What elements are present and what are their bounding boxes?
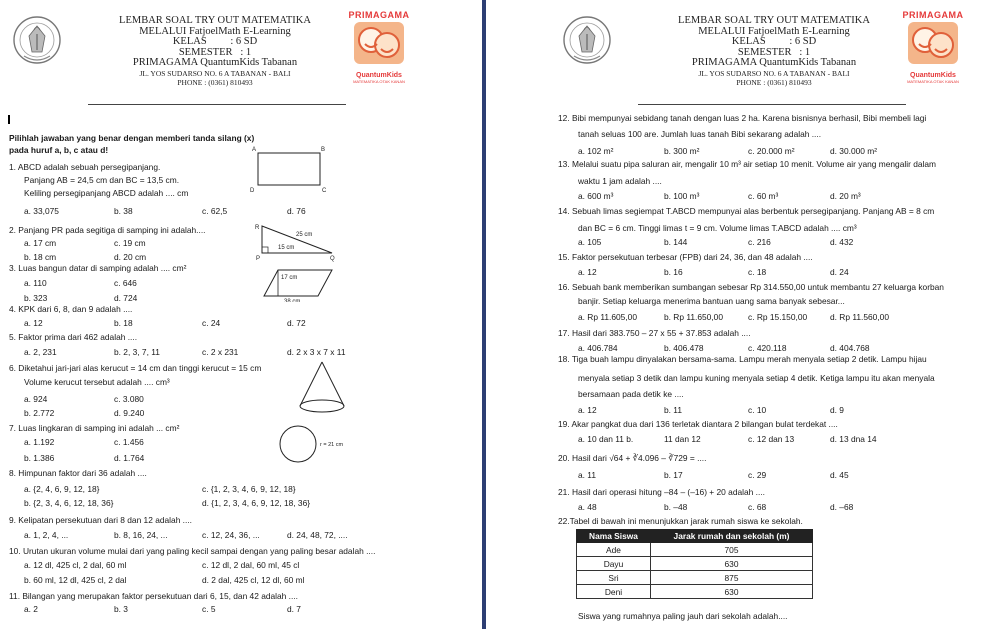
question-line: c. 20.000 m² xyxy=(748,146,795,156)
question-line: Volume kerucut tersebut adalah .... cm³ xyxy=(24,377,170,387)
header-subtitle: MELALUI FatjoelMath E-Learning xyxy=(139,25,291,37)
question-line: c. 646 xyxy=(114,278,137,288)
table-cell: 705 xyxy=(651,543,813,557)
question-line: 5. Faktor prima dari 462 adalah .... xyxy=(9,332,138,342)
header-divider xyxy=(638,104,906,105)
question-line: 9. Kelipatan persekutuan dari 8 dan 12 adalah .... xyxy=(9,515,192,525)
header-title: LEMBAR SOAL TRY OUT MATEMATIKA xyxy=(119,15,311,26)
table-header: Nama Siswa xyxy=(577,530,651,543)
question-line: 15. Faktor persekutuan terbesar (FPB) dari 24, 36, dan 48 adalah .... xyxy=(558,252,813,262)
question-line: Keliling persegipanjang ABCD adalah .... cm xyxy=(24,188,189,198)
question-line: b. 406.478 xyxy=(664,343,704,353)
rectangle-abcd-figure xyxy=(244,144,330,194)
triangle-pqr-figure xyxy=(252,220,336,262)
question-line: c. 19 cm xyxy=(114,238,146,248)
question-line: c. 216 xyxy=(748,237,771,247)
question-line: 6. Diketahui jari-jari alas kerucut = 14 cm dan tinggi kerucut = 15 cm xyxy=(9,363,262,373)
question-line: 10. Urutan ukuran volume mulai dari yang paling kecil sampai dengan yang paling besar adalah .... xyxy=(9,546,376,556)
question-line: b. 1.386 xyxy=(24,453,55,463)
table-row xyxy=(577,585,813,599)
question-line: b. 300 m² xyxy=(664,146,700,156)
question-line: a. 1.192 xyxy=(24,437,55,447)
document-header xyxy=(486,6,1000,106)
question-line: b. 144 xyxy=(664,237,688,247)
question-line: b. 38 xyxy=(114,206,133,216)
question-line: c. 420.118 xyxy=(748,343,787,353)
question-line: b. 18 cm xyxy=(24,252,57,262)
question-line: 1. ABCD adalah sebuah persegipanjang. xyxy=(9,162,161,172)
question-line: c. 2 x 231 xyxy=(202,347,239,357)
question-line: Siswa yang rumahnya paling jauh dari sekolah adalah.... xyxy=(578,611,788,621)
primagama-logo: PRIMAGAMA QuantumKids MATEMATIKA OTAK KANAN xyxy=(902,10,964,84)
question-line: a. 2 xyxy=(24,604,38,614)
distance-table xyxy=(576,529,813,599)
question-line: d. 72 xyxy=(287,318,306,328)
table-cell: 630 xyxy=(651,585,813,599)
label-base: 38 cm xyxy=(284,299,301,302)
label-pq-length: 15 cm xyxy=(278,245,295,251)
question-line: a. 33,075 xyxy=(24,206,59,216)
question-line: d. 24 xyxy=(830,267,849,277)
question-line: d. 76 xyxy=(287,206,306,216)
question-line: b. 323 xyxy=(24,293,48,303)
header-subtitle: MELALUI FatjoelMath E-Learning xyxy=(698,25,850,37)
label-height: 17 cm xyxy=(281,275,298,281)
question-line: a. 110 xyxy=(24,278,47,288)
question-line: d. 404.768 xyxy=(830,343,870,353)
parallelogram-shape xyxy=(264,270,332,296)
question-line: b. 2, 3, 7, 11 xyxy=(114,347,160,357)
question-line: a. 1, 2, 4, ... xyxy=(24,530,69,540)
tut-wuri-handayani-seal-icon xyxy=(12,12,62,72)
cone-base xyxy=(300,400,344,412)
table-header: Jarak rumah dan sekolah (m) xyxy=(651,530,813,543)
header-phone: PHONE : (0361) 810493 xyxy=(177,77,253,87)
table-cell: Ade xyxy=(577,543,651,557)
question-line: 3. Luas bangun datar di samping adalah .... cm² xyxy=(9,263,187,273)
header-kelas: KELAS : 6 SD xyxy=(731,36,817,47)
question-line: b. Rp 11.650,00 xyxy=(664,312,723,322)
label-c: C xyxy=(322,188,327,194)
question-line: b. 3 xyxy=(114,604,128,614)
header-text-block xyxy=(90,16,340,87)
table-cell: 630 xyxy=(651,557,813,571)
question-line: waktu 1 jam adalah .... xyxy=(578,176,662,186)
question-line: 12. Bibi mempunyai sebidang tanah dengan luas 2 ha. Karena bisnisnya berhasil, Bibi membeli lagi xyxy=(558,113,927,123)
question-line: d. 30.000 m² xyxy=(830,146,878,156)
question-line: 20. Hasil dari √64 + ∛4.096 – ∛729 = .... xyxy=(558,453,707,463)
question-line: c. Rp 15.150,00 xyxy=(748,312,808,322)
label-p: P xyxy=(256,256,261,262)
text-cursor xyxy=(8,115,10,124)
question-line: b. 17 xyxy=(664,470,683,480)
header-address: JL. YOS SUDARSO NO. 6 A TABANAN - BALI xyxy=(698,68,850,78)
header-phone: PHONE : (0361) 810493 xyxy=(736,77,812,87)
question-line: a. 2, 231 xyxy=(24,347,57,357)
header-title: LEMBAR SOAL TRY OUT MATEMATIKA xyxy=(678,15,870,26)
header-semester: SEMESTER : 1 xyxy=(178,46,252,58)
table-row xyxy=(577,557,813,571)
question-line: a. {2, 4, 6, 9, 12, 18} xyxy=(24,484,100,494)
primagama-logo: PRIMAGAMA QuantumKids MATEMATIKA OTAK KANAN xyxy=(348,10,410,84)
header-org: PRIMAGAMA QuantumKids Tabanan xyxy=(691,57,857,68)
question-line: d. 724 xyxy=(114,293,138,303)
question-line: d. 20 cm xyxy=(114,252,147,262)
header-divider xyxy=(88,104,346,105)
question-line: b. 2.772 xyxy=(24,408,55,418)
triangle-shape xyxy=(262,226,332,253)
quantumkids-faces-icon xyxy=(906,20,960,66)
question-line: a. 11 xyxy=(578,470,597,480)
label-d: D xyxy=(250,188,255,194)
question-line: 2. Panjang PR pada segitiga di samping ini adalah.... xyxy=(9,225,206,235)
label-q: Q xyxy=(330,256,335,262)
question-line: c. 10 xyxy=(748,405,767,415)
cone-sides xyxy=(300,362,344,406)
question-line: 21. Hasil dari operasi hitung –84 – (–16) + 20 adalah .... xyxy=(558,487,765,497)
question-line: c. {1, 2, 3, 4, 6, 9, 12, 18} xyxy=(202,484,296,494)
question-line: d. 2 dal, 425 cl, 12 dl, 60 ml xyxy=(202,575,305,585)
question-line: b. 18 xyxy=(114,318,133,328)
question-line: a. 10 dan 11 b. xyxy=(578,434,634,444)
question-line: c. 12 dan 13 xyxy=(748,434,795,444)
question-line: 17. Hasil dari 383.750 – 27 x 55 + 37.853 adalah .... xyxy=(558,328,751,338)
question-line: d. 2 x 3 x 7 x 11 xyxy=(287,347,346,357)
question-line: d. 20 m³ xyxy=(830,191,861,201)
question-line: 7. Luas lingkaran di samping ini adalah ... cm² xyxy=(9,423,180,433)
question-line: a. 924 xyxy=(24,394,48,404)
question-line: 8. Himpunan faktor dari 36 adalah .... xyxy=(9,468,147,478)
question-line: a. 600 m³ xyxy=(578,191,614,201)
circle-figure xyxy=(278,424,358,464)
question-line: d. –68 xyxy=(830,502,854,512)
question-line: banjir. Setiap keluarga menerima bantuan uang sama banyak sebesar... xyxy=(578,296,845,306)
question-line: a. Rp 11.605,00 xyxy=(578,312,637,322)
question-line: 11. Bilangan yang merupakan faktor persekutuan dari 6, 15, dan 42 adalah .... xyxy=(9,591,298,601)
question-line: b. 100 m³ xyxy=(664,191,700,201)
table-cell: Deni xyxy=(577,585,651,599)
question-line: 19. Akar pangkat dua dari 136 terletak diantara 2 bilangan bulat terdekat .... xyxy=(558,419,838,429)
question-line: c. 12 dl, 2 dal, 60 ml, 45 cl xyxy=(202,560,300,570)
right-page xyxy=(486,0,1000,629)
question-line: d. 7 xyxy=(287,604,301,614)
table-row xyxy=(577,571,813,585)
header-semester: SEMESTER : 1 xyxy=(737,46,811,58)
question-line: d. 1.764 xyxy=(114,453,145,463)
cone-figure xyxy=(296,360,348,418)
label-radius: r = 21 cm xyxy=(320,442,344,448)
question-line: tanah seluas 100 are. Jumlah luas tanah Bibi sekarang adalah .... xyxy=(578,129,822,139)
label-r: R xyxy=(255,225,260,231)
question-line: c. 3.080 xyxy=(114,394,144,404)
question-line: a. 102 m² xyxy=(578,146,614,156)
question-line: b. 11 xyxy=(664,405,683,415)
instruction-text: Pilihlah jawaban yang benar dengan memberi tanda silang (x) xyxy=(9,133,255,143)
question-line: d. 9 xyxy=(830,405,844,415)
question-line: c. 1.456 xyxy=(114,437,144,447)
header-kelas: KELAS : 6 SD xyxy=(172,36,258,47)
table-cell: Sri xyxy=(577,571,651,585)
question-line: 18. Tiga buah lampu dinyalakan bersama-sama. Lampu merah menyala setiap 2 detik. Lampu hijau xyxy=(558,354,927,364)
question-line: d. 45 xyxy=(830,470,849,480)
question-line: c. 60 m³ xyxy=(748,191,779,201)
question-line: Panjang AB = 24,5 cm dan BC = 13,5 cm. xyxy=(24,175,180,185)
label-a: A xyxy=(252,147,257,153)
tut-wuri-handayani-seal-icon xyxy=(562,12,612,72)
question-line: b. 60 ml, 12 dl, 425 cl, 2 dal xyxy=(24,575,127,585)
table-cell: Dayu xyxy=(577,557,651,571)
left-page xyxy=(0,0,482,629)
question-line: b. {2, 3, 4, 6, 12, 18, 36} xyxy=(24,498,114,508)
header-address: JL. YOS SUDARSO NO. 6 A TABANAN - BALI xyxy=(139,68,291,78)
question-line: dan BC = 6 cm. Tinggi limas t = 9 cm. Volume limas T.ABCD adalah .... cm³ xyxy=(578,223,857,233)
question-line: c. 68 xyxy=(748,502,767,512)
header-text-block xyxy=(644,16,904,87)
question-line: a. 12 xyxy=(578,267,597,277)
question-line: a. 17 cm xyxy=(24,238,57,248)
circle-shape xyxy=(280,426,316,462)
header-org: PRIMAGAMA QuantumKids Tabanan xyxy=(132,57,298,68)
question-line: c. 12, 24, 36, ... xyxy=(202,530,260,540)
question-line: 11 dan 12 xyxy=(664,434,701,444)
question-line: c. 24 xyxy=(202,318,221,328)
question-line: a. 48 xyxy=(578,502,597,512)
question-line: bersamaan pada detik ke .... xyxy=(578,389,684,399)
question-line: 14. Sebuah limas segiempat T.ABCD mempunyai alas berbentuk persegipanjang. Panjang AB = 8 cm xyxy=(558,206,935,216)
question-line: c. 29 xyxy=(748,470,767,480)
question-line: 4. KPK dari 6, 8, dan 9 adalah .... xyxy=(9,304,133,314)
question-line: menyala setiap 3 detik dan lampu kuning menyala setiap 4 detik. Ketiga lampu itu akan menyala xyxy=(578,373,935,383)
rectangle-shape xyxy=(258,153,320,185)
label-b: B xyxy=(321,147,326,153)
quantumkids-faces-icon xyxy=(352,20,406,66)
question-line: c. 62,5 xyxy=(202,206,228,216)
table-row xyxy=(577,543,813,557)
instruction-text: pada huruf a, b, c atau d! xyxy=(9,145,109,155)
question-line: 22.Tabel di bawah ini menunjukkan jarak rumah siswa ke sekolah. xyxy=(558,516,803,526)
question-line: b. –48 xyxy=(664,502,688,512)
question-line: b. 8, 16, 24, ... xyxy=(114,530,168,540)
question-line: a. 105 xyxy=(578,237,602,247)
question-line: d. 9.240 xyxy=(114,408,145,418)
document-header xyxy=(0,6,482,106)
parallelogram-figure xyxy=(262,266,336,302)
question-line: d. 24, 48, 72, .... xyxy=(287,530,348,540)
question-line: a. 406.784 xyxy=(578,343,618,353)
question-line: d. 13 dna 14 xyxy=(830,434,877,444)
question-line: c. 5 xyxy=(202,604,216,614)
table-cell: 875 xyxy=(651,571,813,585)
question-line: 16. Sebuah bank memberikan sumbangan sebesar Rp 314.550,00 untuk membantu 27 keluarga korban xyxy=(558,282,944,292)
question-line: d. {1, 2, 3, 4, 6, 9, 12, 18, 36} xyxy=(202,498,311,508)
question-line: a. 12 xyxy=(24,318,43,328)
question-line: 13. Melalui suatu pipa saluran air, mengalir 10 m³ air setiap 10 menit. Volume air yang mengalir dalam xyxy=(558,159,936,169)
question-line: d. 432 xyxy=(830,237,854,247)
right-angle-mark xyxy=(262,247,268,253)
question-line: a. 12 dl, 425 cl, 2 dal, 60 ml xyxy=(24,560,127,570)
label-pr-length: 25 cm xyxy=(296,232,313,238)
question-line: d. Rp 11.560,00 xyxy=(830,312,889,322)
question-line: a. 12 xyxy=(578,405,597,415)
question-line: b. 16 xyxy=(664,267,683,277)
question-line: c. 18 xyxy=(748,267,767,277)
